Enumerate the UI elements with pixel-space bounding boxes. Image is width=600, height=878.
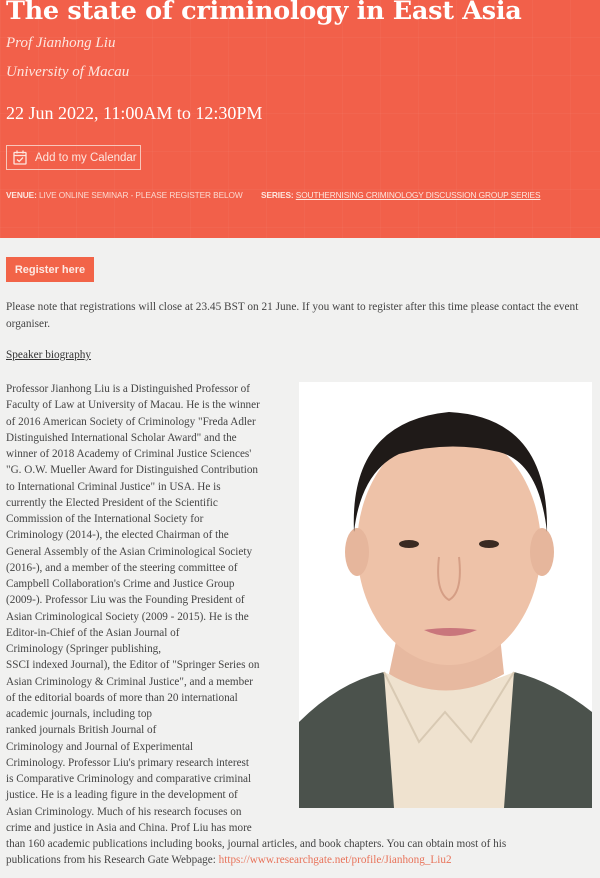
bio-line: justice. He is a leading figure in the development of: [6, 789, 238, 802]
event-datetime: 22 Jun 2022, 11:00AM to 12:30PM: [6, 103, 263, 123]
speaker-biography-text: [6, 381, 596, 869]
bio-line: ranked journals British Journal of: [6, 724, 157, 737]
bio-line: Asian Criminology & Criminal Justice", and a member: [6, 675, 253, 688]
speaker-biography-link[interactable]: Speaker biography: [6, 349, 92, 361]
register-button[interactable]: Register here: [6, 257, 94, 282]
bio-line: General Assembly of the Asian Criminological Society: [6, 545, 253, 558]
researchgate-link[interactable]: https://www.researchgate.net/profile/Jianhong_Liu2: [218, 854, 452, 867]
venue-value: LIVE ONLINE SEMINAR - PLEASE REGISTER BELOW: [38, 190, 243, 200]
bio-line: Campbell Collaboration's Crime and Justice Group: [6, 578, 235, 590]
bio-line: Criminology and Journal of Experimental: [6, 740, 194, 753]
bio-line: SSCI indexed Journal), the Editor of "Springer Series on: [6, 659, 260, 672]
series-label: SERIES:: [261, 190, 294, 200]
bio-line: Faculty of Law at University of Macau. He is the winner: [6, 399, 260, 412]
bio-line: Distinguished International Scholar Award" and the: [6, 431, 237, 444]
bio-line: Commission of the International Society for: [6, 513, 204, 525]
bio-line: Professor Jianhong Liu is a Distinguished Professor of: [6, 383, 250, 395]
bio-line: academic journals, including top: [6, 708, 153, 720]
speaker-name: Prof Jianhong Liu: [6, 35, 116, 51]
bio-line: of the editorial boards of more than 20 international: [6, 691, 238, 704]
bio-line: to International Criminal Justice" in USA. He is: [6, 480, 221, 493]
bio-last-prefix: publications from his Research Gate Webpage:: [6, 854, 219, 867]
bio-line: crime and justice in Asia and China. Prof Liu has more: [6, 821, 252, 834]
bio-line-last: [6, 852, 596, 868]
bio-line: Asian Criminological Society (2009 - 2015). He is the: [6, 610, 249, 623]
bio-line: (2016-), and a member of the steering committee of: [6, 561, 238, 574]
bio-line: Criminology. Professor Liu's primary research interest: [6, 756, 250, 769]
bio-line: winner of 2018 Academy of Criminal Justice Sciences': [6, 448, 252, 460]
series-link[interactable]: SOUTHERNISING CRIMINOLOGY DISCUSSION GROUP SERIES: [295, 190, 541, 200]
add-to-calendar-label: Add to my Calendar: [35, 151, 137, 164]
add-to-calendar-button[interactable]: [6, 145, 141, 170]
bio-line: currently the Elected President of the Scientific: [6, 496, 218, 509]
bio-line: is Comparative Criminology and comparative criminal: [6, 773, 252, 785]
page-title: The state of criminology in East Asia: [6, 0, 522, 26]
registration-note: Please note that registrations will close at 23.45 BST on 21 June. If you want to register after this time please contact the event organiser.: [6, 301, 579, 330]
bio-line: of 2016 American Society of Criminology "Freda Adler: [6, 415, 256, 428]
bio-line: than 160 academic publications including books, journal articles, and book chapters. You can obtain most of his: [6, 838, 507, 850]
bio-line: (2009-). Professor Liu was the Founding President of: [6, 594, 245, 607]
speaker-affiliation: University of Macau: [6, 64, 130, 80]
event-meta: [6, 190, 540, 200]
bio-line: Asian Criminology. Much of his research focuses on: [6, 805, 242, 818]
bio-line: Criminology (2014-), the elected Chairman of the: [6, 529, 229, 542]
bio-line: Editor-in-Chief of the Asian Journal of: [6, 626, 180, 639]
bio-line: "G. O.W. Mueller Award for Distinguished Contribution: [6, 464, 259, 477]
calendar-check-icon: [13, 150, 27, 165]
bio-line: Criminology (Springer publishing,: [6, 643, 162, 655]
event-header: [0, 0, 600, 238]
venue-label: VENUE:: [6, 190, 37, 200]
